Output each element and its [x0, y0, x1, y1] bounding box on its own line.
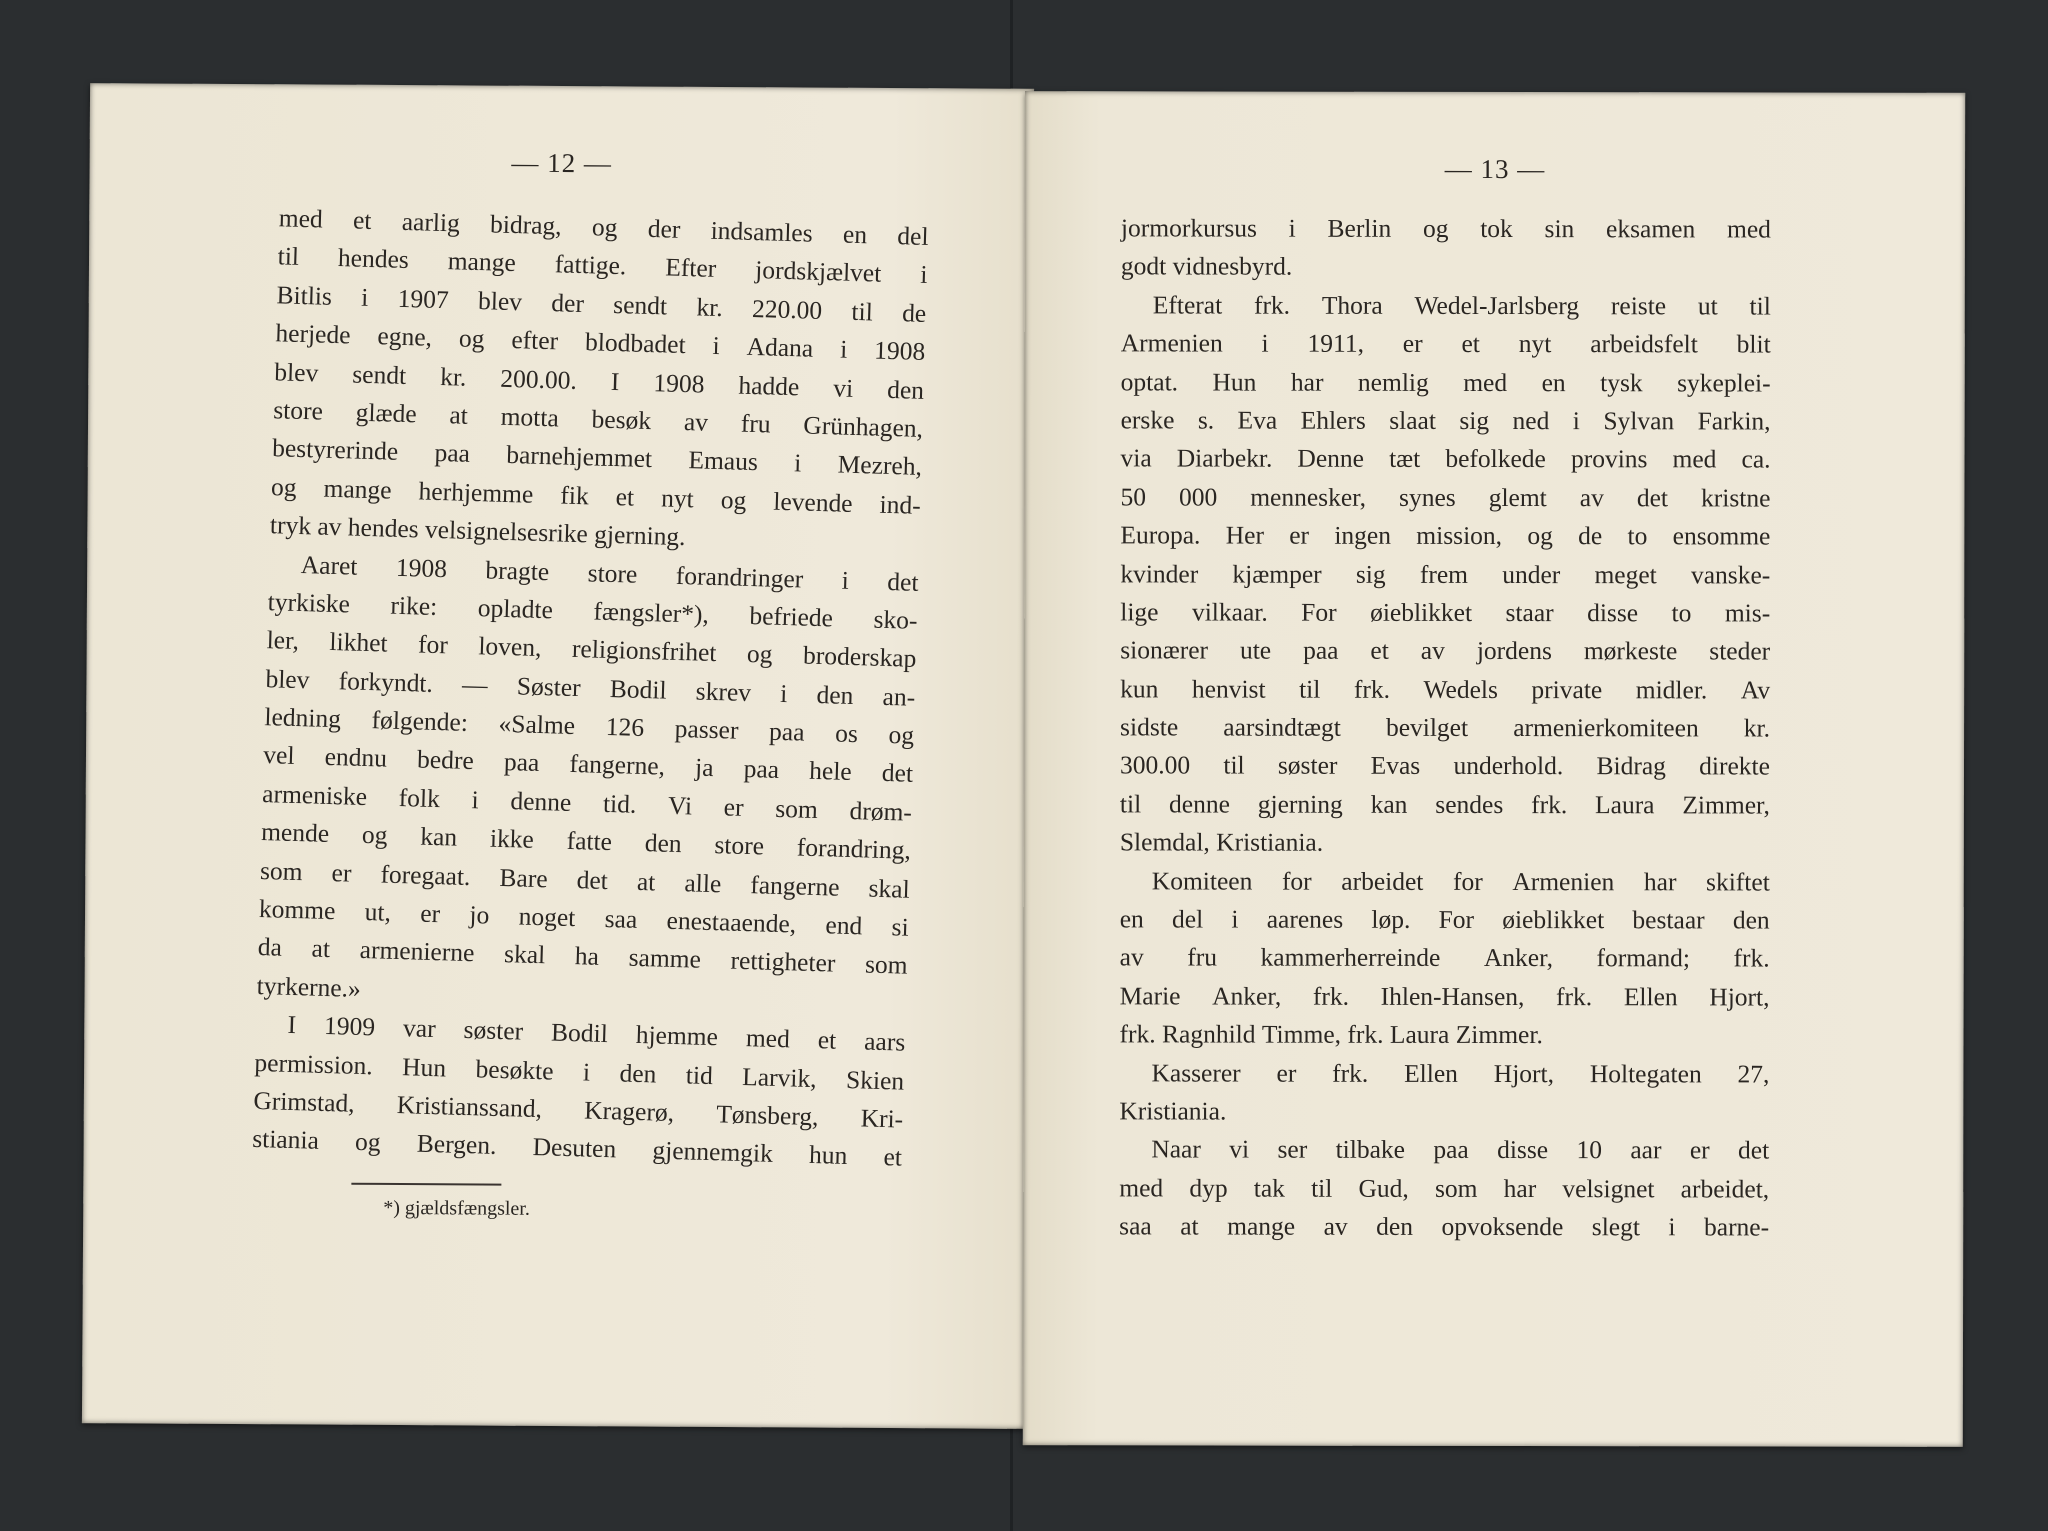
text-line: Naar vi ser tilbake paa disse 10 aar er det [1151, 1134, 1770, 1165]
text-line: da at armenierne skal ha samme rettigheter som [257, 932, 909, 981]
text-line: tyrkerne.» [256, 970, 362, 1003]
text-line: stiania og Bergen. Desuten gjennemgik hun et [251, 1124, 903, 1172]
text-line: armeniske folk i denne tid. Vi er som drøm- [261, 778, 913, 827]
right-page [1023, 91, 1965, 1447]
text-line: godt vidnesbyrd. [1120, 251, 1293, 282]
text-line: bestyrerinde paa barnehjemmet Emaus i Mezreh, [271, 433, 923, 482]
text-line: store glæde at motta besøk av fru Grünhagen, [272, 395, 924, 443]
text-line: en del i aarenes løp. For øieblikket bestaar den [1119, 904, 1770, 935]
text-line: og mange herhjemme fik et nyt og levende ind- [270, 471, 922, 520]
text-line: blev sendt kr. 200.00. I 1908 hadde vi den [274, 356, 925, 405]
text-line: mende og kan ikke fatte den store forandring, [260, 817, 912, 865]
text-line: kvinder kjæmper sig frem under meget vanske- [1120, 558, 1771, 589]
text-line: I 1909 var søster Bodil hjemme med et aars [287, 1010, 906, 1057]
text-line: herjede egne, og efter blodbadet i Adana i 1908 [275, 318, 926, 367]
text-line: optat. Hun har nemlig med en tysk sykeplei- [1120, 366, 1771, 398]
text-line: sionærer ute paa et av jordens mørkeste steder [1120, 635, 1771, 666]
text-line: jormorkursus i Berlin og tok sin eksamen med [1120, 213, 1771, 244]
text-line: ledning følgende: «Salme 126 passer paa os og [264, 702, 915, 750]
footnote-rule [351, 1183, 501, 1186]
text-line: med et aarlig bidrag, og der indsamles en del [278, 203, 929, 251]
text-line: komme ut, er jo noget saa enestaaende, end si [258, 894, 910, 942]
text-line: Slemdal, Kristiania. [1119, 827, 1324, 857]
text-line: Grimstad, Kristianssand, Kragerø, Tønsberg, Kri- [253, 1085, 904, 1134]
text-line: erske s. Eva Ehlers slaat sig ned i Sylvan Farkin, [1120, 405, 1771, 436]
text-line: via Diarbekr. Denne tæt befolkede provins med ca. [1120, 443, 1771, 474]
text-line: blev forkyndt. — Søster Bodil skrev i den an- [265, 663, 916, 712]
text-line: kun henvist til frk. Wedels private midler. Av [1120, 674, 1771, 705]
text-line: lige vilkaar. For øieblikket staar disse to mis- [1120, 597, 1771, 628]
page-number: — 13 — [1444, 153, 1546, 185]
page-number: — 12 — [511, 147, 612, 179]
text-line: saa at mange av den opvoksende slegt i barne- [1119, 1211, 1770, 1242]
text-line: Bitlis i 1907 blev der sendt kr. 220.00 til de [276, 280, 927, 328]
text-line: Marie Anker, frk. Ihlen-Hansen, frk. Ellen Hjort, [1119, 981, 1770, 1012]
right-page-text [1119, 209, 1771, 1247]
text-line: vel endnu bedre paa fangerne, ja paa hele det [262, 740, 914, 789]
text-line: 50 000 mennesker, synes glemt av det kristne [1120, 482, 1771, 513]
text-line: med dyp tak til Gud, som har velsignet arbeidet, [1119, 1173, 1770, 1204]
text-line: Kristiania. [1119, 1096, 1227, 1126]
text-line: Komiteen for arbeidet for Armenien har skiftet [1151, 866, 1770, 897]
text-line: frk. Ragnhild Timme, frk. Laura Zimmer. [1119, 1019, 1543, 1050]
text-line: av fru kammerherreinde Anker, formand; frk. [1119, 942, 1770, 973]
text-line: Europa. Her er ingen mission, og de to ensomme [1120, 520, 1771, 551]
text-line: permission. Hun besøkte i den tid Larvik, Skien [254, 1047, 905, 1096]
text-line: tyrkiske rike: opladte fængsler*), befriede sko- [267, 587, 918, 635]
text-line: Armenien i 1911, er et nyt arbeidsfelt blit [1120, 328, 1771, 359]
text-line: Aaret 1908 bragte store forandringer i det [300, 549, 919, 597]
text-line: til denne gjerning kan sendes frk. Laura Zimmer, [1119, 789, 1770, 820]
text-line: til hendes mange fattige. Efter jordskjælvet i [277, 241, 928, 290]
left-page [82, 83, 1034, 1429]
text-line: tryk av hendes velsignelsesrike gjerning. [269, 510, 686, 552]
text-line: Kasserer er frk. Ellen Hjort, Holtegaten 27, [1151, 1057, 1770, 1089]
left-page-text [252, 199, 929, 1177]
text-line: sidste aarsindtægt bevilget armenierkomiteen kr. [1120, 712, 1771, 743]
text-line: som er foregaat. Bare det at alle fangerne skal [259, 855, 911, 904]
text-line: ler, likhet for loven, religionsfrihet og broderskap [266, 625, 917, 674]
text-line: 300.00 til søster Evas underhold. Bidrag direkte [1119, 750, 1770, 781]
footnote: *) gjældsfængsler. [383, 1196, 530, 1220]
text-line: Efterat frk. Thora Wedel-Jarlsberg reiste ut til [1152, 290, 1771, 321]
